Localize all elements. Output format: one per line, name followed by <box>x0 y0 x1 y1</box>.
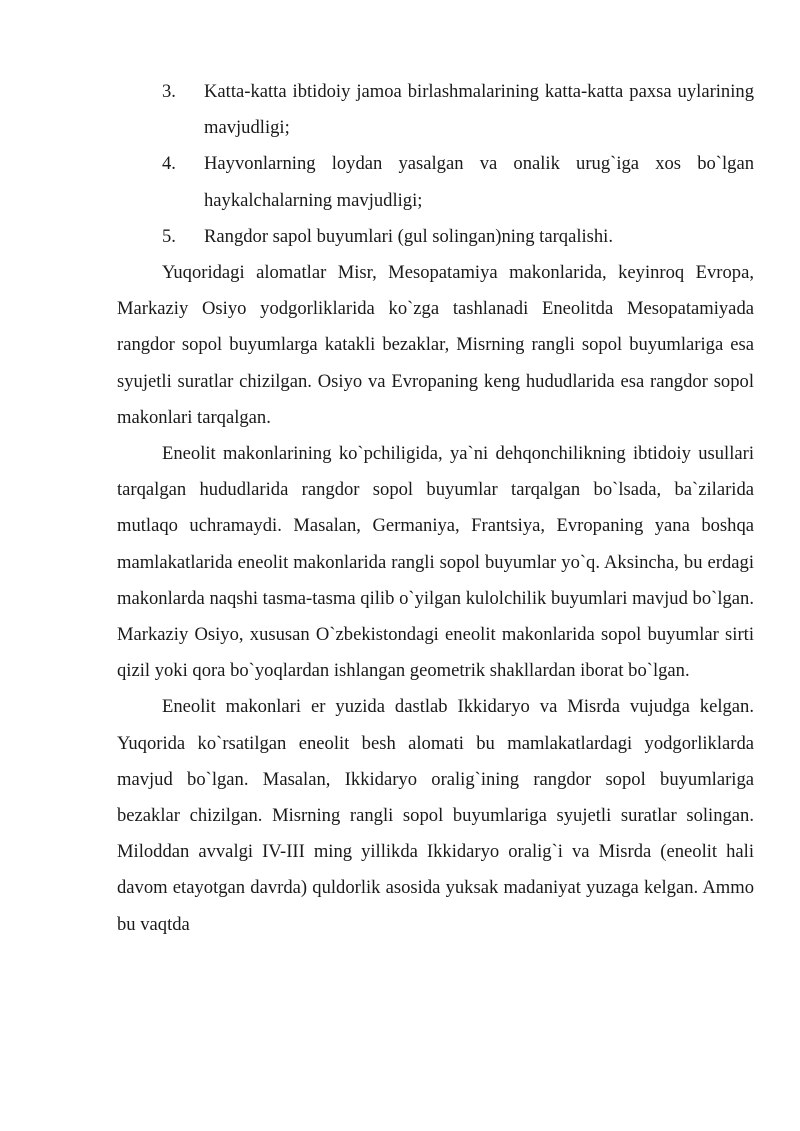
list-item-text: Katta-katta ibtidoiy jamoa birlashmalarining katta-katta paxsa uylarining mavjudligi; <box>204 81 754 139</box>
list-number: 5. <box>162 225 176 247</box>
list-item-text: Rangdor sapol buyumlari (gul solingan)ning tarqalishi. <box>204 225 613 247</box>
list-number: 4. <box>162 153 176 175</box>
list-number: 3. <box>162 81 176 102</box>
list-item-text: Hayvonlarning loydan yasalgan va onalik urug`iga xos bo`lgan haykalchalarning mavjudligi; <box>204 153 754 211</box>
list-item-5 <box>117 219 754 255</box>
paragraph-2: Eneolit makonlarining ko`pchiligida, ya`ni dehqonchilikning ibtidoiy usullari tarqalgan hududlarida rangdor sopol buyumlar tarqalgan bo`lsada, ba`zilarida mutlaqo uchramaydi. Masalan, Germaniya, Frantsiya, Evropaning yana boshqa mamlakatlarida eneolit makonlarida rangli sopol buyumlar yo`q. Aksincha, bu erdagi makonlarda naqshi tasma-tasma qilib o`yilgan kulolchilik buyumlari mavjud bo`lgan. Markaziy Osiyo, xususan O`zbekistondagi eneolit makonlarida sopol buyumlar sirti qizil yoki qora bo`yoqlardan ishlangan geometrik shakllardan iborat bo`lgan. <box>117 443 754 682</box>
paragraph-3: Eneolit makonlari er yuzida dastlab Ikkidaryo va Misrda vujudga kelgan. Yuqorida ko`rsatilgan eneolit besh alomati bu mamlakatlardagi yodgorliklarda mavjud bo`lgan. Masalan, Ikkidaryo oralig`ining rangdor sopol buyumlariga bezaklar chizilgan. Misrning rangli sopol buyumlariga syujetli suratlar solingan. Miloddan avvalgi IV-III ming yillikda Ikkidaryo oralig`i va Misrda (eneolit hali davom etayotgan davrda) quldorlik asosida yuksak madaniyat yuzaga kelgan. Ammo bu vaqtda <box>117 696 754 935</box>
document-body <box>117 74 754 943</box>
list-item-4 <box>117 146 754 218</box>
paragraph-1: Yuqoridagi alomatlar Misr, Mesopatamiya makonlarida, keyinroq Evropa, Markaziy Osiyo yodgorliklarida ko`zga tashlanadi Eneolitda Mesopatamiyada rangdor sopol buyumlarga katakli bezaklar, Misrning rangli sopol buyumlariga esa syujetli suratlar chizilgan. Osiyo va Evropaning keng hududlarida esa rangdor sopol makonlari tarqalgan. <box>117 262 754 428</box>
list-item-3 <box>117 74 754 146</box>
